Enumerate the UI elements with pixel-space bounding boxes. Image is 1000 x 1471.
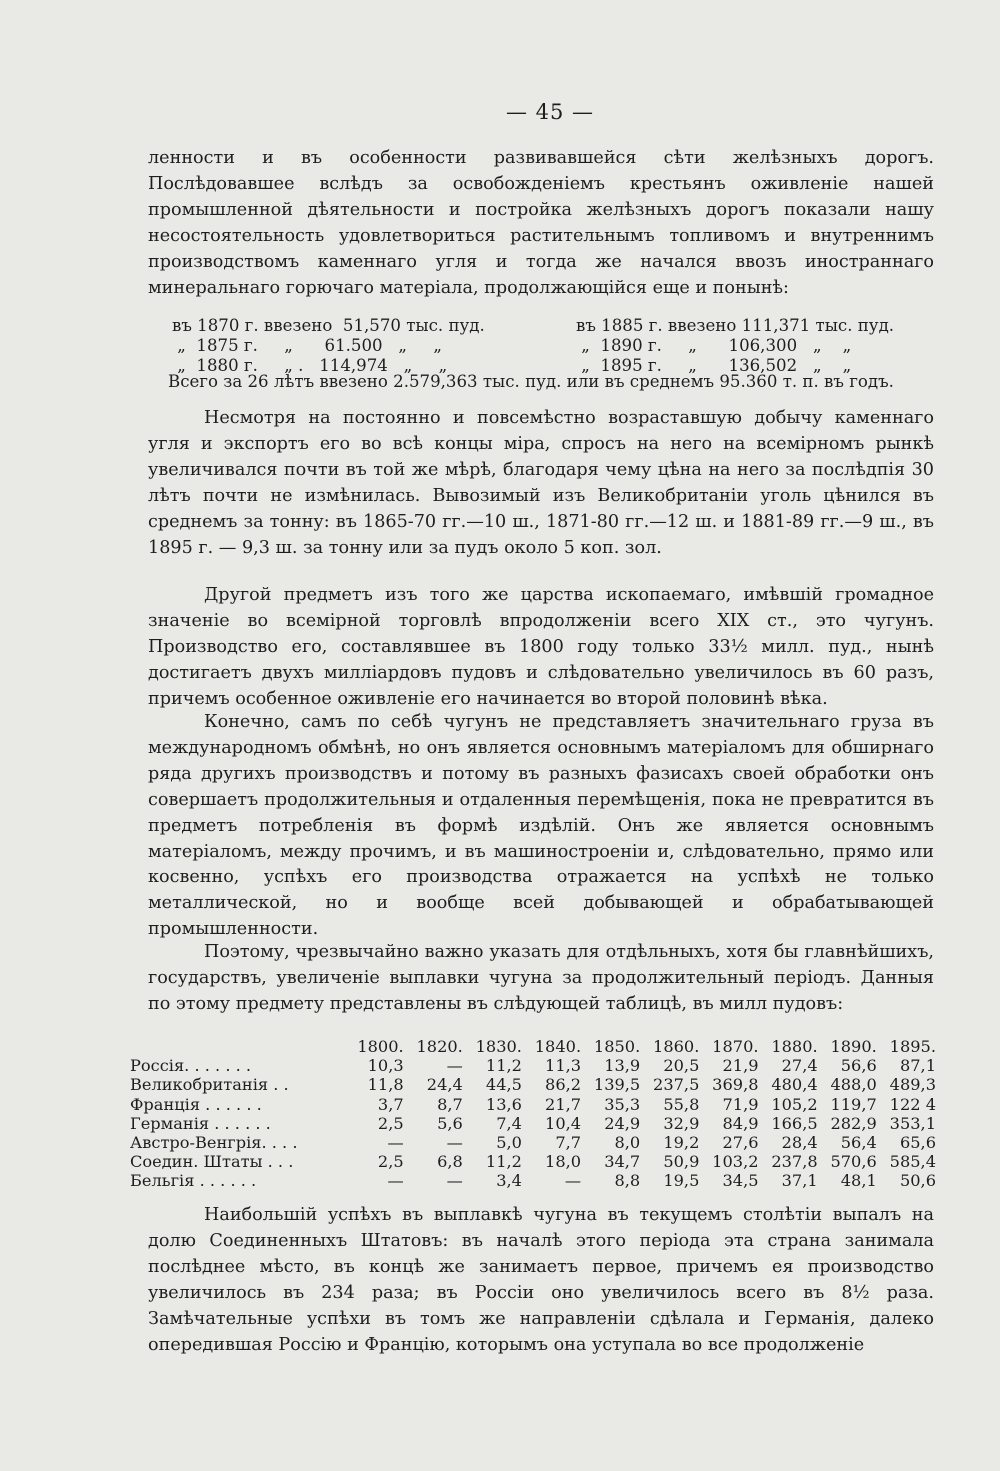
table-cell: 20,5 [663,1056,700,1076]
country-label: Франція . . . . . . [130,1094,262,1114]
year-header: 1880. [771,1037,818,1057]
table-cell: 34,5 [722,1171,759,1191]
imports-entry: въ 1870 г. ввезено 51,570 тыс. пуд. [172,316,485,335]
table-cell: 5,0 [496,1133,522,1153]
imports-row [172,316,932,336]
table-cell: 7,4 [496,1113,522,1133]
table-header-row [130,1037,936,1056]
table-cell: 103,2 [712,1152,759,1172]
table-cell: 27,6 [722,1133,759,1153]
table-cell: 71,9 [722,1094,759,1114]
table-cell: 35,3 [604,1094,641,1114]
table-cell: 19,5 [663,1171,700,1191]
table-cell: 166,5 [771,1113,818,1133]
table-cell: 570,6 [830,1152,877,1172]
paragraph-usa-growth: Наибольшій успѣхъ въ выплавкѣ чугуна въ текущемъ столѣтіи выпалъ на долю Соединенныхъ Штатовъ: въ началѣ этого періода эта страна занимала послѣднее мѣсто, въ концѣ же занимаетъ первое, причемъ ея производство увеличилось въ 234 раза; въ Россіи оно увеличилось всего въ 8½ раза. Замѣчательные успѣхи въ томъ же направленіи сдѣлала и Германія, далеко опередившая Россію и Францію, которымъ она уступала во все продолженіе [148,1205,934,1355]
pig-iron-production-table [130,1037,936,1191]
table-cell: 3,7 [377,1094,404,1114]
country-label: Бельгія . . . . . . [130,1171,257,1191]
country-label: Германія . . . . . . [130,1113,271,1133]
table-cell: 8,7 [437,1094,463,1114]
paragraph-coal-prices: Несмотря на постоянно и повсемѣстно возраставшую добычу каменнаго угля и экспортъ его во всѣ концы міра, спросъ на него на всемірномъ рынкѣ увеличивался почти въ той же мѣрѣ, благодаря чему цѣна на него за послѣдпія 30 лѣтъ почти не измѣнилась. Вывозимый изъ Великобританіи уголь цѣнился въ среднемъ за тонну: въ 1865-70 гг.—10 ш., 1871-80 гг.—12 ш. и 1881-89 гг.—9 ш., въ 1895 г. — 9,3 ш. за тонну или за пудъ около 5 коп. зол. [148,408,934,558]
table-row [130,1056,936,1075]
imports-row [172,336,932,356]
table-row [130,1114,936,1133]
table-cell: 21,9 [722,1056,759,1076]
paragraph-pig-iron-importance: Конечно, самъ по себѣ чугунъ не представляетъ значительнаго груза въ международномъ обмѣнѣ, но онъ является основнымъ матеріаломъ для обширнаго ряда другихъ производствъ и потому въ разныхъ фазисахъ своей обработки онъ совершаетъ продолжительныя и отдаленныя перемѣщенія, пока не превратится въ предметъ потребленія въ формѣ издѣлій. Онъ же является основнымъ матеріаломъ, между прочимъ, и въ машиностроеніи и, слѣдовательно, прямо или косвенно, успѣхъ его производства отражается на успѣхѣ не только металлической, но и вообще всей добывающей и обрабатывающей промышленности. [148,712,934,940]
country-label: Россія. . . . . . . [130,1056,252,1076]
table-cell: 24,4 [426,1075,463,1095]
year-header: 1895. [889,1037,936,1057]
table-cell: 480,4 [771,1075,818,1095]
table-cell: 37,1 [781,1171,818,1191]
year-header: 1820. [416,1037,463,1057]
table-cell: 488,0 [830,1075,877,1095]
table-cell: 369,8 [712,1075,759,1095]
table-cell: — [446,1056,463,1076]
table-cell: 122 4 [889,1094,936,1114]
table-cell: 34,7 [604,1152,641,1172]
table-cell: 489,3 [889,1075,936,1095]
table-cell: 50,9 [663,1152,700,1172]
table-cell: — [446,1171,463,1191]
table-cell: 119,7 [830,1094,877,1114]
table-cell: 27,4 [781,1056,818,1076]
table-cell: 28,4 [781,1133,818,1153]
table-cell: 24,9 [604,1113,641,1133]
year-header: 1870. [712,1037,759,1057]
imports-entry: „ 1895 г. „ 136,502 „ „ [576,356,852,376]
table-cell: 32,9 [663,1113,700,1133]
country-label: Соедин. Штаты . . . [130,1152,294,1172]
table-cell: 50,6 [899,1171,936,1191]
year-header: 1800. [357,1037,404,1057]
table-cell: 84,9 [722,1113,759,1133]
table-cell: 10,4 [545,1113,582,1133]
table-cell: 353,1 [889,1113,936,1133]
imports-entry: „ 1875 г. „ 61.500 „ „ [172,336,442,356]
table-cell: 19,2 [663,1133,700,1153]
table-cell: 56,4 [840,1133,877,1153]
table-cell: 3,4 [496,1171,522,1191]
page-number: — 45 — [505,100,595,124]
country-label: Австро-Венгрія. . . . [130,1133,298,1153]
table-cell: 65,6 [899,1133,936,1153]
table-cell: 86,2 [545,1075,582,1095]
table-cell: 105,2 [771,1094,818,1114]
table-cell: 139,5 [593,1075,641,1095]
imports-entry: въ 1885 г. ввезено 111,371 тыс. пуд. [576,316,895,335]
table-cell: 237,8 [771,1152,818,1172]
table-cell: 11,2 [485,1152,522,1172]
table-cell: 11,3 [545,1056,582,1076]
table-cell: 56,6 [840,1056,877,1076]
table-cell: 8,8 [614,1171,641,1191]
table-row [130,1075,936,1094]
table-cell: 585,4 [889,1152,936,1172]
table-cell: — [387,1133,404,1153]
table-cell: 7,7 [555,1133,582,1153]
table-cell: — [446,1133,463,1153]
table-cell: 55,8 [663,1094,700,1114]
table-cell: 10,3 [367,1056,404,1076]
table-cell: 5,6 [437,1113,463,1133]
table-row [130,1095,936,1114]
table-row [130,1133,936,1152]
table-cell: 8,0 [614,1133,641,1153]
table-cell: 21,7 [545,1094,582,1114]
table-cell: 87,1 [899,1056,936,1076]
paragraph-coal-imports-intro: ленности и въ особенности развивавшейся сѣти желѣзныхъ дорогъ. Послѣдовавшее вслѣдъ за освобожденіемъ крестьянъ оживленіе нашей промышленной дѣятельности и постройка желѣзныхъ дорогъ показали нашу несостоятельность удовлетвориться растительнымъ топливомъ и внутреннимъ производствомъ каменнаго угля и тогда же начался ввозъ иностраннаго минеральнаго горючаго матеріала, продолжающійся еще и понынѣ: [148,148,934,298]
coal-imports-list [172,316,932,377]
table-cell: 11,2 [485,1056,522,1076]
imports-entry: „ 1890 г. „ 106,300 „ „ [576,336,852,356]
paragraph-table-intro: Поэтому, чрезвычайно важно указать для отдѣльныхъ, хотя бы главнѣйшихъ, государствъ, увеличеніе выплавки чугуна за продолжительный періодъ. Данныя по этому предмету представлены въ слѣдующей таблицѣ, въ милл пудовъ: [148,942,934,1014]
table-cell: 18,0 [545,1152,582,1172]
paragraph-pig-iron: Другой предметъ изъ того же царства ископаемаго, имѣвшій громадное значеніе во всемірной торговлѣ впродолженіи всего XIX ст., это чугунъ. Производство его, составлявшее въ 1800 году только 33½ милл. пуд., нынѣ достигаетъ двухъ милліардовъ пудовъ и слѣдовательно увеличилось въ 60 разъ, причемъ особенное оживленіе его начинается во второй половинѣ вѣка. [148,585,934,709]
country-label: Великобританія . . [130,1075,289,1095]
imports-entry: „ 1880 г. „ . 114,974 „ „ [172,356,448,376]
table-row [130,1171,936,1190]
table-cell: 13,9 [604,1056,641,1076]
table-cell: 13,6 [485,1094,522,1114]
table-cell: 44,5 [485,1075,522,1095]
imports-total: Всего за 26 лѣтъ ввезено 2.579,363 тыс. пуд. или въ среднемъ 95.360 т. п. въ годъ. [168,372,894,391]
table-cell: 2,5 [377,1152,404,1172]
year-header: 1860. [653,1037,700,1057]
table-cell: — [387,1171,404,1191]
year-header: 1850. [593,1037,641,1057]
year-header: 1890. [830,1037,877,1057]
year-header: 1830. [475,1037,522,1057]
table-cell: 237,5 [653,1075,700,1095]
table-corner [130,1037,345,1056]
table-cell: 282,9 [830,1113,877,1133]
table-cell: 6,8 [437,1152,463,1172]
year-header: 1840. [534,1037,582,1057]
table-row [130,1152,936,1171]
table-cell: — [564,1171,582,1191]
table-cell: 2,5 [377,1113,404,1133]
table-cell: 11,8 [367,1075,404,1095]
table-cell: 48,1 [840,1171,877,1191]
